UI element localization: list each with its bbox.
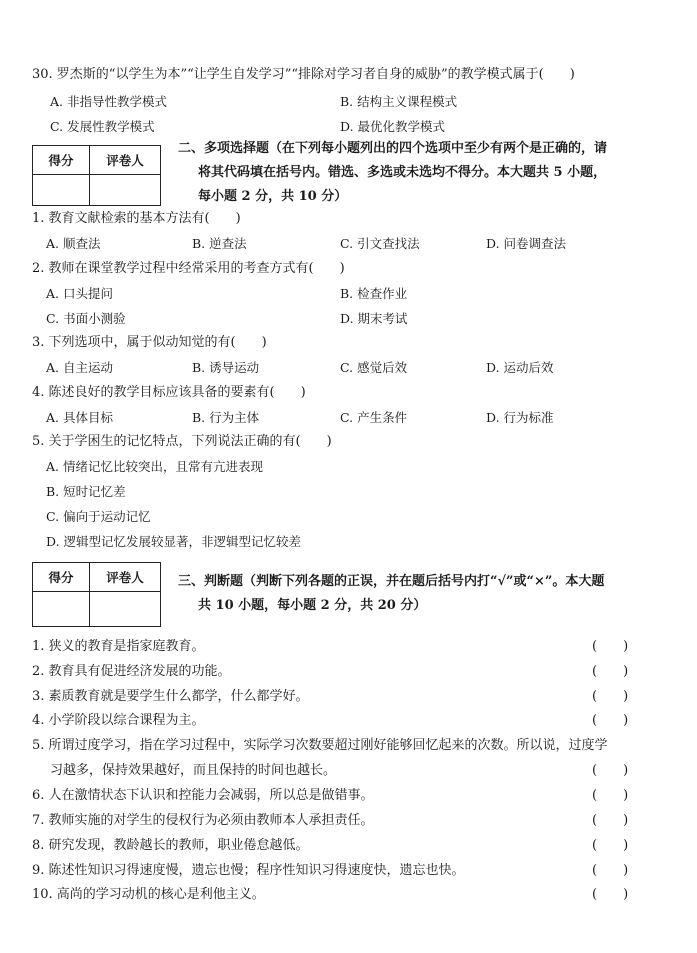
s3-item — [0, 762, 697, 780]
s3-item-5-text-cont: 习越多，保持效果越好，而且保持的时间也越长。 — [50, 763, 337, 778]
s2-q5-stem: 5. 关于学困生的记忆特点，下列说法正确的有( ) — [32, 434, 332, 449]
s2-q2-option-c: C. 书面小测验 — [46, 311, 126, 326]
q30-stem: 30. 罗杰斯的“以学生为本”“让学生自发学习”“排除对学习者自身的威胁”的教学模式属于( ) — [32, 67, 575, 82]
answer-paren[interactable]: ( ) — [592, 713, 629, 728]
answer-paren[interactable]: ( ) — [592, 863, 629, 878]
section2-heading-line1: 二、多项选择题（在下列每小题列出的四个选项中至少有两个是正确的，请 — [178, 141, 608, 156]
s3-item-10-text: 10. 高尚的学习动机的核心是利他主义。 — [32, 887, 265, 902]
s2-q1-option-c: C. 引文查找法 — [340, 236, 420, 251]
s3-item — [0, 638, 697, 656]
s2-q4-stem: 4. 陈述良好的教学目标应该具备的要素有( ) — [32, 385, 306, 400]
reviewer-label: 评卷人 — [90, 146, 161, 175]
s3-item — [0, 663, 697, 681]
s3-item — [0, 737, 697, 755]
answer-paren[interactable]: ( ) — [592, 813, 629, 828]
s2-q5-option-d: D. 逻辑型记忆发展较显著，非逻辑型记忆较差 — [46, 534, 302, 549]
s2-q1-option-b: B. 逆查法 — [192, 236, 247, 251]
s3-item — [0, 812, 697, 830]
score-cell[interactable] — [33, 175, 90, 206]
s2-q1-option-a: A. 顺查法 — [46, 236, 101, 251]
s2-q5-option-c: C. 偏向于运动记忆 — [46, 509, 151, 524]
section2-heading-line3: 每小题 2 分，共 10 分） — [198, 189, 348, 204]
section3-heading — [178, 570, 604, 618]
score-table-section3 — [32, 562, 161, 627]
reviewer-cell[interactable] — [90, 175, 161, 206]
reviewer-label: 评卷人 — [90, 563, 161, 592]
s3-item-3-text: 3. 素质教育就是要学生什么都学，什么都学好。 — [32, 689, 309, 704]
s2-q5-option-b: B. 短时记忆差 — [46, 484, 126, 499]
s2-q4-option-d: D. 行为标准 — [486, 410, 554, 425]
s2-q3-option-a: A. 自主运动 — [46, 360, 113, 375]
s3-item — [0, 712, 697, 730]
answer-paren[interactable]: ( ) — [592, 788, 629, 803]
s2-q2-option-a: A. 口头提问 — [46, 286, 113, 301]
section3-heading-line1: 三、判断题（判断下列各题的正误，并在题后括号内打“√”或“×”。本大题 — [178, 574, 605, 589]
answer-paren[interactable]: ( ) — [592, 639, 629, 654]
s2-q3-option-d: D. 运动后效 — [486, 360, 554, 375]
s2-q3-option-b: B. 诱导运动 — [192, 360, 260, 375]
s3-item — [0, 688, 697, 706]
s2-q1-option-d: D. 问卷调查法 — [486, 236, 567, 251]
s2-q3-option-c: C. 感觉后效 — [340, 360, 408, 375]
s3-item — [0, 862, 697, 880]
s2-q2-option-b: B. 检查作业 — [340, 286, 408, 301]
answer-paren[interactable]: ( ) — [592, 838, 629, 853]
s2-q2-option-d: D. 期末考试 — [340, 311, 408, 326]
s3-item-9-text: 9. 陈述性知识习得速度慢，遗忘也慢；程序性知识习得速度快，遗忘也快。 — [32, 863, 465, 878]
s2-q4-option-b: B. 行为主体 — [192, 410, 260, 425]
s3-item-5-text: 5. 所谓过度学习，指在学习过程中，实际学习次数要超过刚好能够回忆起来的次数。所以说，过度学 — [32, 738, 608, 753]
reviewer-cell[interactable] — [90, 592, 161, 627]
s2-q5-option-a: A. 情绪记忆比较突出，且常有亢进表现 — [46, 459, 263, 474]
section2-heading-line2: 将其代码填在括号内。错选、多选或未选均不得分。本大题共 5 小题， — [198, 165, 607, 180]
q30-option-d: D. 最优化教学模式 — [340, 119, 446, 134]
section3-heading-line2: 共 10 小题，每小题 2 分，共 20 分） — [198, 598, 427, 613]
s3-item — [0, 787, 697, 805]
s2-q4-option-a: A. 具体目标 — [46, 410, 113, 425]
score-table-section2 — [32, 145, 161, 206]
answer-paren[interactable]: ( ) — [592, 763, 629, 778]
s2-q2-stem: 2. 教师在课堂教学过程中经常采用的考查方式有( ) — [32, 261, 345, 276]
q30-option-b: B. 结构主义课程模式 — [340, 94, 458, 109]
s3-item — [0, 886, 697, 904]
s3-item-6-text: 6. 人在激情状态下认识和控能力会减弱，所以总是做错事。 — [32, 788, 374, 803]
section2-heading — [178, 137, 607, 209]
s3-item-2-text: 2. 教育具有促进经济发展的功能。 — [32, 664, 231, 679]
answer-paren[interactable]: ( ) — [592, 887, 629, 902]
q30-option-a: A. 非指导性教学模式 — [50, 94, 167, 109]
s3-item-1-text: 1. 狭义的教育是指家庭教育。 — [32, 639, 205, 654]
answer-paren[interactable]: ( ) — [592, 689, 629, 704]
s2-q4-option-c: C. 产生条件 — [340, 410, 408, 425]
score-cell[interactable] — [33, 592, 90, 627]
s3-item-8-text: 8. 研究发现，教龄越长的教师，职业倦怠越低。 — [32, 838, 309, 853]
answer-paren[interactable]: ( ) — [592, 664, 629, 679]
s3-item — [0, 837, 697, 855]
s2-q1-stem: 1. 教育文献检索的基本方法有( ) — [32, 211, 241, 226]
s3-item-4-text: 4. 小学阶段以综合课程为主。 — [32, 713, 205, 728]
q30-option-c: C. 发展性教学模式 — [50, 119, 155, 134]
score-label: 得分 — [33, 146, 90, 175]
s2-q3-stem: 3. 下列选项中，属于似动知觉的有( ) — [32, 335, 267, 350]
s3-item-7-text: 7. 教师实施的对学生的侵权行为必须由教师本人承担责任。 — [32, 813, 374, 828]
score-label: 得分 — [33, 563, 90, 592]
